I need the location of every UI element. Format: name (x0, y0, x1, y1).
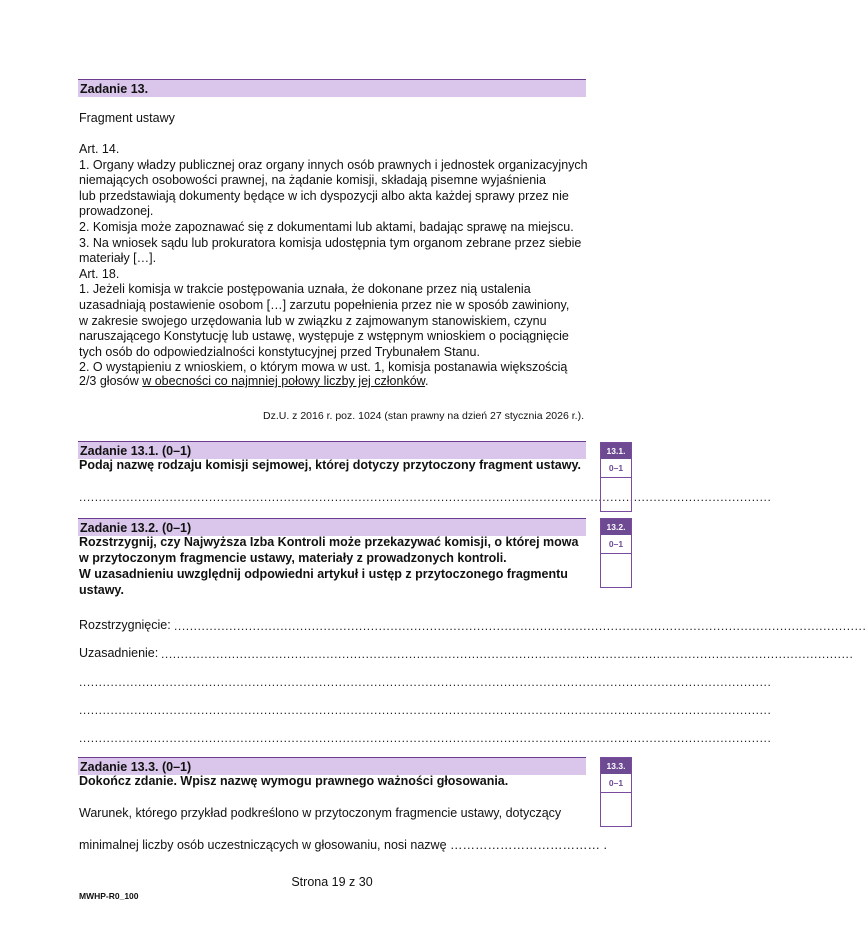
q3-score-field[interactable] (601, 793, 631, 826)
q2-score-number: 13.2. (601, 519, 631, 535)
q1-header: Zadanie 13.1. (0–1) (80, 444, 192, 458)
q2-resolution-label: Rozstrzygnięcie: (79, 618, 171, 632)
q3-prompt: Dokończ zdanie. Wpisz nazwę wymogu prawnego ważności głosowania. (79, 774, 509, 788)
q2-resolution-line[interactable]: ................................................................................................................................................................................ (174, 619, 866, 633)
q2-prompt-line: Rozstrzygnij, czy Najwyższa Izba Kontroli może przekazywać komisji, o której mowa (79, 535, 579, 549)
law-line: Art. 18. (79, 266, 120, 281)
q2-justification-line-1[interactable]: ................................................................................................................................................................................ (161, 647, 854, 661)
law-line: 3. Na wniosek sądu lub prokuratora komisja udostępnia tym organom zebrane przez siebie (79, 235, 582, 250)
q1-score-points: 0–1 (601, 459, 631, 478)
law-line: Art. 14. (79, 142, 120, 156)
document-code: MWHP-R0_100 (79, 891, 139, 901)
q1-header-bar (78, 441, 586, 459)
law-line: 1. Organy władzy publicznej oraz organy innych osób prawnych i jednostek organizacyjnych (79, 157, 588, 172)
q1-score-field[interactable] (601, 478, 631, 511)
q3-header: Zadanie 13.3. (0–1) (80, 760, 192, 774)
page-number: Strona 19 z 30 (291, 875, 373, 889)
q1-score-number: 13.1. (601, 443, 631, 459)
q1-score-box (600, 442, 632, 512)
law-last-line: 2/3 głosów w obecności co najmniej połowy liczby jej członków. (79, 374, 429, 388)
q2-justification-line-2[interactable]: ................................................................................................................................................................................ (79, 675, 772, 689)
law-line: materiały […]. (79, 251, 157, 266)
q2-justification-line-4[interactable]: ................................................................................................................................................................................ (79, 731, 772, 745)
law-line: w zakresie swojego urzędowania lub w związku z zajmowanym stanowiskiem, czynu (79, 313, 547, 328)
q3-header-bar (78, 757, 586, 775)
task-header-bar (78, 79, 586, 97)
law-line: prowadzonej. (79, 204, 154, 219)
q3-score-number: 13.3. (601, 758, 631, 774)
source-title: Fragment ustawy (79, 111, 175, 125)
law-line: uzasadniają postawienie osobom […] zarzutu popełnienia przez nie w sposób zawiniony, (79, 298, 570, 312)
q2-prompt-line: W uzasadnieniu uwzględnij odpowiedni artykuł i ustęp z przytoczonego fragmentu (79, 567, 568, 581)
law-line: lub przedstawiają dokumenty będące w ich dyspozycji albo akta każdej sprawy przez nie (79, 188, 569, 203)
q2-header-bar (78, 518, 586, 536)
q3-sentence-2[interactable]: minimalnej liczby osób uczestniczących w głosowaniu, nosi nazwę ……………………………… . (79, 838, 607, 852)
q3-sentence-1: Warunek, którego przykład podkreślono w przytoczonym fragmencie ustawy, dotyczący (79, 806, 562, 820)
q1-answer-line[interactable]: ................................................................................................................................................................................ (79, 490, 772, 504)
law-line: tych osób do odpowiedzialności konstytucyjnej przed Trybunałem Stanu. (79, 344, 480, 359)
underlined-condition: w obecności co najmniej połowy liczby jej członków (142, 374, 426, 388)
q2-header: Zadanie 13.2. (0–1) (80, 521, 192, 535)
q1-prompt: Podaj nazwę rodzaju komisji sejmowej, której dotyczy przytoczony fragment ustawy. (79, 458, 581, 472)
law-line: 2. O wystąpieniu z wnioskiem, o którym mowa w ust. 1, komisja postanawia większością (79, 360, 568, 375)
q2-prompt-line: w przytoczonym fragmencie ustawy, materiały z prowadzonych kontroli. (79, 551, 507, 565)
law-line: 1. Jeżeli komisja w trakcie postępowania uznała, że dokonane przez nią ustalenia (79, 282, 531, 297)
q2-justification-line-3[interactable]: ................................................................................................................................................................................ (79, 703, 772, 717)
law-line: niemających osobowości prawnej, na żądanie komisji, składają pisemne wyjaśnienia (79, 173, 546, 188)
q2-score-points: 0–1 (601, 535, 631, 554)
q2-score-field[interactable] (601, 554, 631, 587)
law-line: naruszającego Konstytucję lub ustawę, występuje z wstępnym wnioskiem o pociągnięcie (79, 329, 569, 344)
citation: Dz.U. z 2016 r. poz. 1024 (stan prawny na dzień 27 stycznia 2026 r.). (262, 410, 584, 422)
q2-score-box (600, 518, 632, 588)
task-header: Zadanie 13. (80, 82, 149, 96)
q2-prompt-line: ustawy. (79, 583, 124, 597)
q3-score-points: 0–1 (601, 774, 631, 793)
q2-justification-label: Uzasadnienie: (79, 646, 159, 660)
law-line: 2. Komisja może zapoznawać się z dokumentami lub aktami, badając sprawę na miejscu. (79, 220, 574, 234)
q3-score-box (600, 757, 632, 827)
